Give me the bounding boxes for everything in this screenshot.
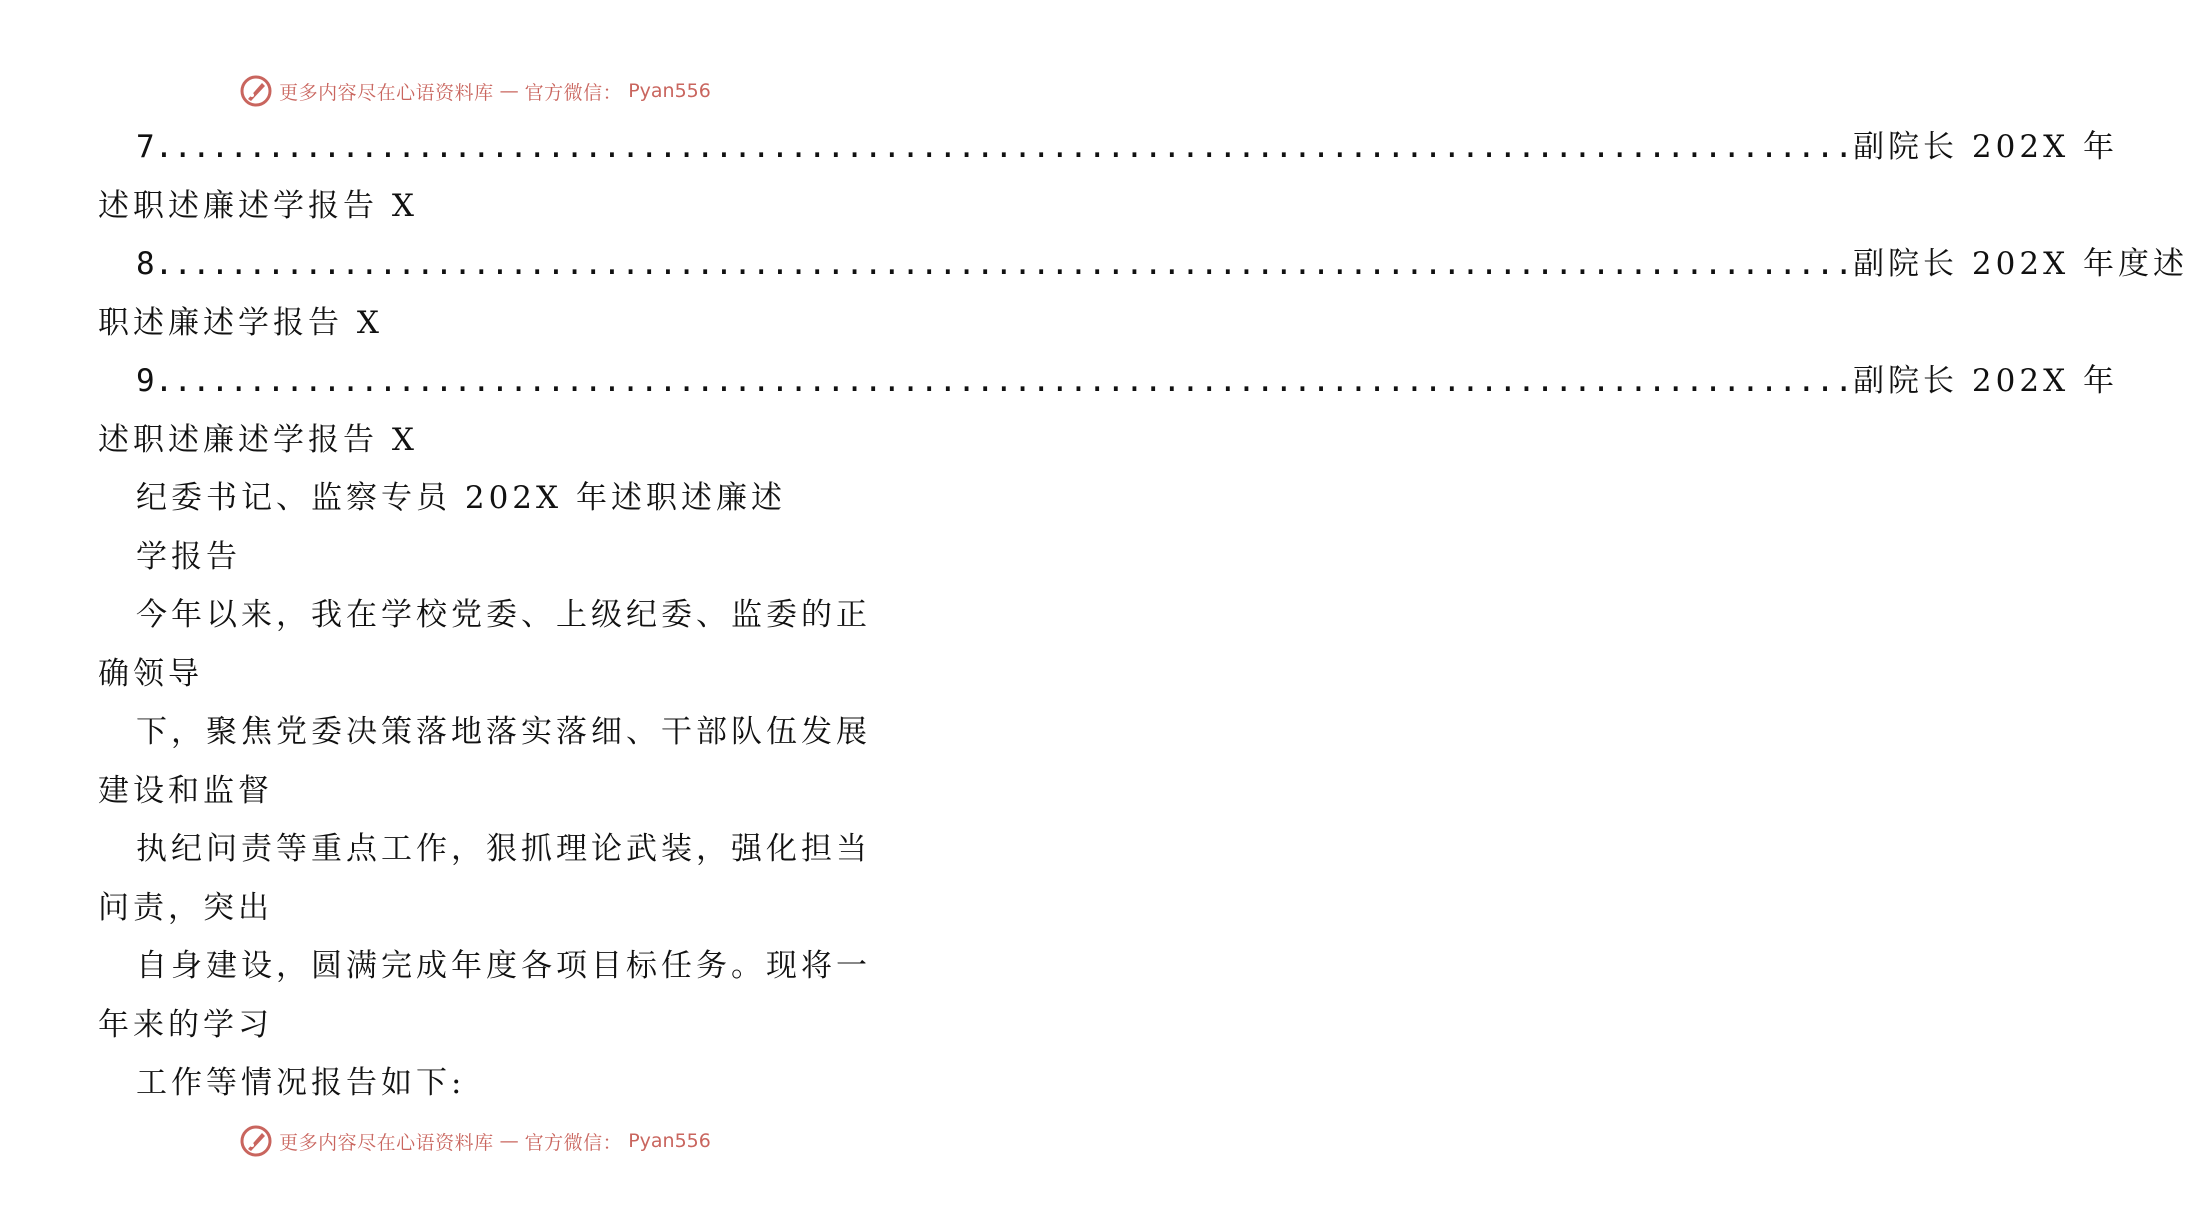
toc-entry <box>98 118 2119 177</box>
toc-entry-title-continued: 述职述廉述学报告 X <box>98 421 418 458</box>
paragraph-line: 自身建设，圆满完成年度各项目标任务。现将一 <box>136 948 871 984</box>
watermark-wechat-id: Pyan556 <box>628 80 711 102</box>
toc-entry-number: 7. <box>136 129 174 165</box>
paragraph-line-continued: 年来的学习 <box>98 1006 273 1043</box>
paragraph-line-continued: 问责，突出 <box>98 889 273 926</box>
toc-entry-number: 9. <box>136 363 174 399</box>
watermark-site-text: 更多内容尽在心语资料库 <box>279 81 494 104</box>
watermark-separator: — <box>499 1130 519 1152</box>
toc-leader-dots: .......................................................................................... <box>173 363 1854 399</box>
toc-leader-dots: .......................................................................................... <box>173 246 1854 282</box>
pen-circle-logo-icon <box>239 1124 273 1158</box>
watermark-banner-top <box>0 71 950 111</box>
toc-entry-number: 8. <box>136 246 174 282</box>
watermark-wechat-label: 官方微信： <box>524 81 623 104</box>
paragraph-line: 执纪问责等重点工作，狠抓理论武装，强化担当 <box>136 831 871 867</box>
toc-entry-title: 副院长 202X 年 <box>1853 363 2119 399</box>
pen-circle-logo-icon <box>239 74 273 108</box>
toc-entry-title: 副院长 202X 年度述 <box>1853 246 2188 282</box>
paragraph-line-continued: 确领导 <box>98 655 203 692</box>
toc-entry-title-continued: 职述廉述学报告 X <box>98 304 383 341</box>
document-body <box>98 118 2188 1113</box>
paragraph-line: 下，聚焦党委决策落地落实落细、干部队伍发展 <box>136 714 871 750</box>
watermark-wechat-label: 官方微信： <box>524 1131 623 1154</box>
watermark-banner-bottom <box>0 1121 950 1161</box>
toc-entry <box>98 235 2188 294</box>
article-title: 纪委书记、监察专员 202X 年述职述廉述 <box>136 480 786 516</box>
watermark-wechat-id: Pyan556 <box>628 1130 711 1152</box>
toc-entry <box>98 352 2119 411</box>
watermark-separator: — <box>499 80 519 102</box>
paragraph-line: 工作等情况报告如下: <box>136 1065 466 1101</box>
toc-leader-dots: .......................................................................................... <box>173 129 1854 165</box>
toc-entry-title: 副院长 202X 年 <box>1853 129 2119 165</box>
paragraph-line-continued: 建设和监督 <box>98 772 273 809</box>
watermark-site-text: 更多内容尽在心语资料库 <box>279 1131 494 1154</box>
article-title-continued: 学报告 <box>136 538 241 575</box>
toc-entry-title-continued: 述职述廉述学报告 X <box>98 187 418 224</box>
paragraph-line: 今年以来，我在学校党委、上级纪委、监委的正 <box>136 597 871 633</box>
